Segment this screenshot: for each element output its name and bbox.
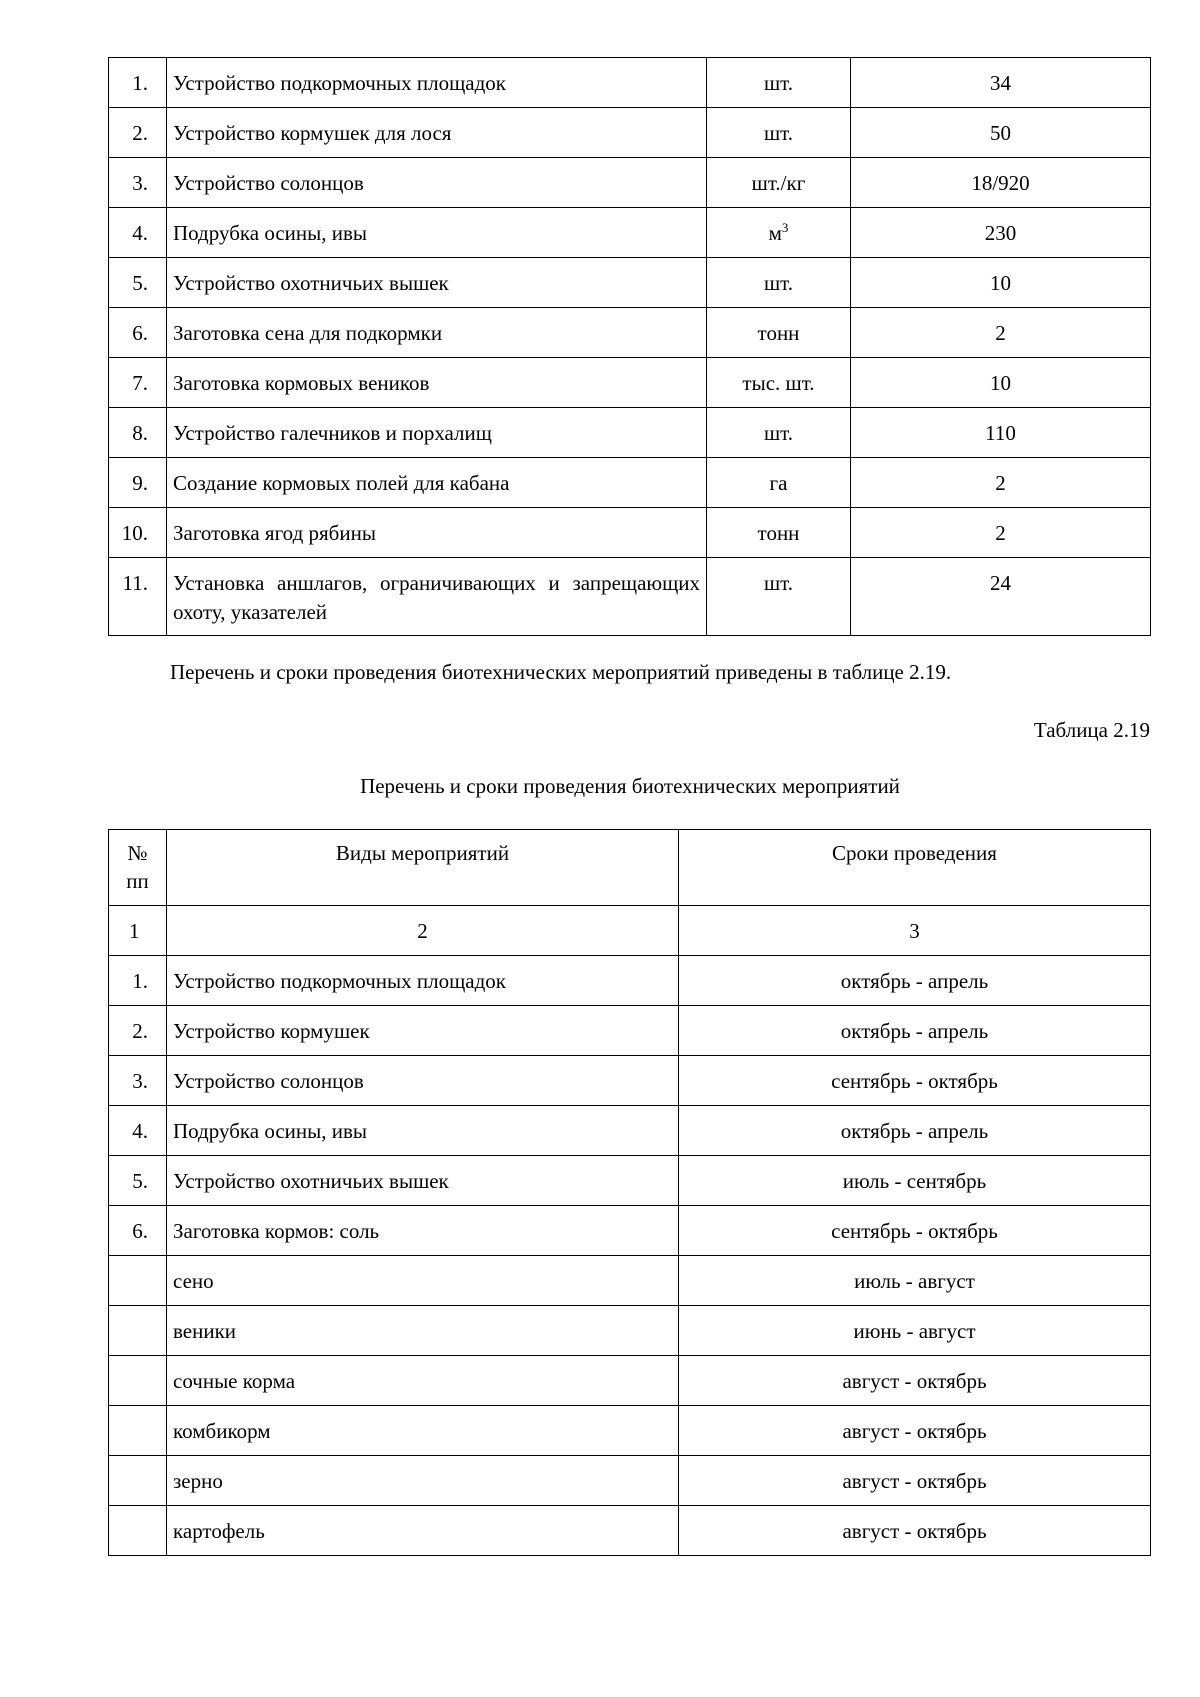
period: октябрь - апрель xyxy=(679,1106,1151,1156)
row-number xyxy=(109,1506,167,1556)
unit: шт. xyxy=(707,408,851,458)
row-number: 2. xyxy=(109,108,167,158)
unit: шт. xyxy=(707,258,851,308)
period: октябрь - апрель xyxy=(679,956,1151,1006)
unit: га xyxy=(707,458,851,508)
period: август - октябрь xyxy=(679,1406,1151,1456)
activity-name: сено xyxy=(167,1256,679,1306)
schedule-table xyxy=(108,829,1151,1556)
quantity: 50 xyxy=(851,108,1151,158)
table-row xyxy=(109,1056,1151,1106)
unit: шт. xyxy=(707,58,851,108)
activity-name: комбикорм xyxy=(167,1406,679,1456)
measure-name: Устройство подкормочных площадок xyxy=(167,58,707,108)
measure-name: Устройство кормушек для лося xyxy=(167,108,707,158)
measure-name: Подрубка осины, ивы xyxy=(167,208,707,258)
header-period: Сроки проведения xyxy=(679,830,1151,906)
table-row xyxy=(109,158,1151,208)
table-row xyxy=(109,208,1151,258)
row-number: 1. xyxy=(109,58,167,108)
row-number: 2. xyxy=(109,1006,167,1056)
measure-name: Создание кормовых полей для кабана xyxy=(167,458,707,508)
row-number: 4. xyxy=(109,1106,167,1156)
column-index: 1 xyxy=(109,906,167,956)
table-number: Таблица 2.19 xyxy=(1033,718,1150,742)
row-number: 3. xyxy=(109,1056,167,1106)
column-index: 3 xyxy=(679,906,1151,956)
period: октябрь - апрель xyxy=(679,1006,1151,1056)
column-index: 2 xyxy=(167,906,679,956)
row-number xyxy=(109,1456,167,1506)
row-number: 9. xyxy=(109,458,167,508)
table-row xyxy=(109,258,1151,308)
activity-name: сочные корма xyxy=(167,1356,679,1406)
quantity: 2 xyxy=(851,508,1151,558)
row-number: 7. xyxy=(109,358,167,408)
measure-name: Устройство солонцов xyxy=(167,158,707,208)
table-row xyxy=(109,1356,1151,1406)
unit: шт./кг xyxy=(707,158,851,208)
table-row xyxy=(109,1006,1151,1056)
measure-name: Устройство галечников и порхалищ xyxy=(167,408,707,458)
table-row xyxy=(109,1456,1151,1506)
unit: тыс. шт. xyxy=(707,358,851,408)
quantity: 24 xyxy=(851,558,1151,636)
activity-name: веники xyxy=(167,1306,679,1356)
intro-paragraph: Перечень и сроки проведения биотехнических мероприятий приведены в таблице 2.19. xyxy=(170,660,952,684)
unit-base: м xyxy=(768,220,782,245)
measure-name: Устройство охотничьих вышек xyxy=(167,258,707,308)
header-number xyxy=(109,830,167,906)
table-row xyxy=(109,58,1151,108)
table-row xyxy=(109,956,1151,1006)
unit: шт. xyxy=(707,108,851,158)
header-number-line1: № xyxy=(127,841,148,865)
quantity: 2 xyxy=(851,458,1151,508)
table-row xyxy=(109,1106,1151,1156)
measures-volume-table xyxy=(108,57,1151,636)
activity-name: картофель xyxy=(167,1506,679,1556)
header-row xyxy=(109,830,1151,906)
period: июнь - август xyxy=(679,1306,1151,1356)
unit-superscript: 3 xyxy=(781,219,789,235)
table-row xyxy=(109,508,1151,558)
table-row xyxy=(109,108,1151,158)
unit: тонн xyxy=(707,308,851,358)
table-row xyxy=(109,558,1151,636)
activity-name: Заготовка кормов: соль xyxy=(167,1206,679,1256)
table-row xyxy=(109,408,1151,458)
row-number: 3. xyxy=(109,158,167,208)
row-number: 5. xyxy=(109,1156,167,1206)
row-number xyxy=(109,1256,167,1306)
row-number: 6. xyxy=(109,308,167,358)
quantity: 10 xyxy=(851,258,1151,308)
row-number: 10. xyxy=(109,508,167,558)
row-number: 5. xyxy=(109,258,167,308)
row-number: 4. xyxy=(109,208,167,258)
activity-name: зерно xyxy=(167,1456,679,1506)
table-row xyxy=(109,1506,1151,1556)
row-number: 11. xyxy=(109,558,167,636)
table-row xyxy=(109,1156,1151,1206)
activity-name: Подрубка осины, ивы xyxy=(167,1106,679,1156)
period: июль - август xyxy=(679,1256,1151,1306)
table-row xyxy=(109,358,1151,408)
activity-name: Устройство кормушек xyxy=(167,1006,679,1056)
quantity: 110 xyxy=(851,408,1151,458)
header-number-line2: пп xyxy=(126,869,149,893)
header-activity: Виды мероприятий xyxy=(167,830,679,906)
measure-name: Заготовка сена для подкормки xyxy=(167,308,707,358)
period: август - октябрь xyxy=(679,1356,1151,1406)
table-row xyxy=(109,1306,1151,1356)
period: август - октябрь xyxy=(679,1506,1151,1556)
table-row xyxy=(109,458,1151,508)
measure-name: Заготовка кормовых веников xyxy=(167,358,707,408)
row-number: 8. xyxy=(109,408,167,458)
row-number xyxy=(109,1406,167,1456)
row-number xyxy=(109,1306,167,1356)
table-row xyxy=(109,1406,1151,1456)
activity-name: Устройство солонцов xyxy=(167,1056,679,1106)
period: сентябрь - октябрь xyxy=(679,1056,1151,1106)
unit xyxy=(707,208,851,258)
table-row xyxy=(109,308,1151,358)
row-number: 1. xyxy=(109,956,167,1006)
activity-name: Устройство подкормочных площадок xyxy=(167,956,679,1006)
measure-name: Заготовка ягод рябины xyxy=(167,508,707,558)
unit: тонн xyxy=(707,508,851,558)
quantity: 34 xyxy=(851,58,1151,108)
numbering-row xyxy=(109,906,1151,956)
table-title: Перечень и сроки проведения биотехнических мероприятий xyxy=(360,774,900,798)
table-row xyxy=(109,1256,1151,1306)
row-number: 6. xyxy=(109,1206,167,1256)
period: сентябрь - октябрь xyxy=(679,1206,1151,1256)
activity-name: Устройство охотничьих вышек xyxy=(167,1156,679,1206)
period: июль - сентябрь xyxy=(679,1156,1151,1206)
row-number xyxy=(109,1356,167,1406)
quantity: 230 xyxy=(851,208,1151,258)
period: август - октябрь xyxy=(679,1456,1151,1506)
table-row xyxy=(109,1206,1151,1256)
quantity: 2 xyxy=(851,308,1151,358)
quantity: 18/920 xyxy=(851,158,1151,208)
unit: шт. xyxy=(707,558,851,636)
quantity: 10 xyxy=(851,358,1151,408)
measure-name: Установка аншлагов, ограничивающих и запрещающих охоту, указателей xyxy=(167,558,707,636)
